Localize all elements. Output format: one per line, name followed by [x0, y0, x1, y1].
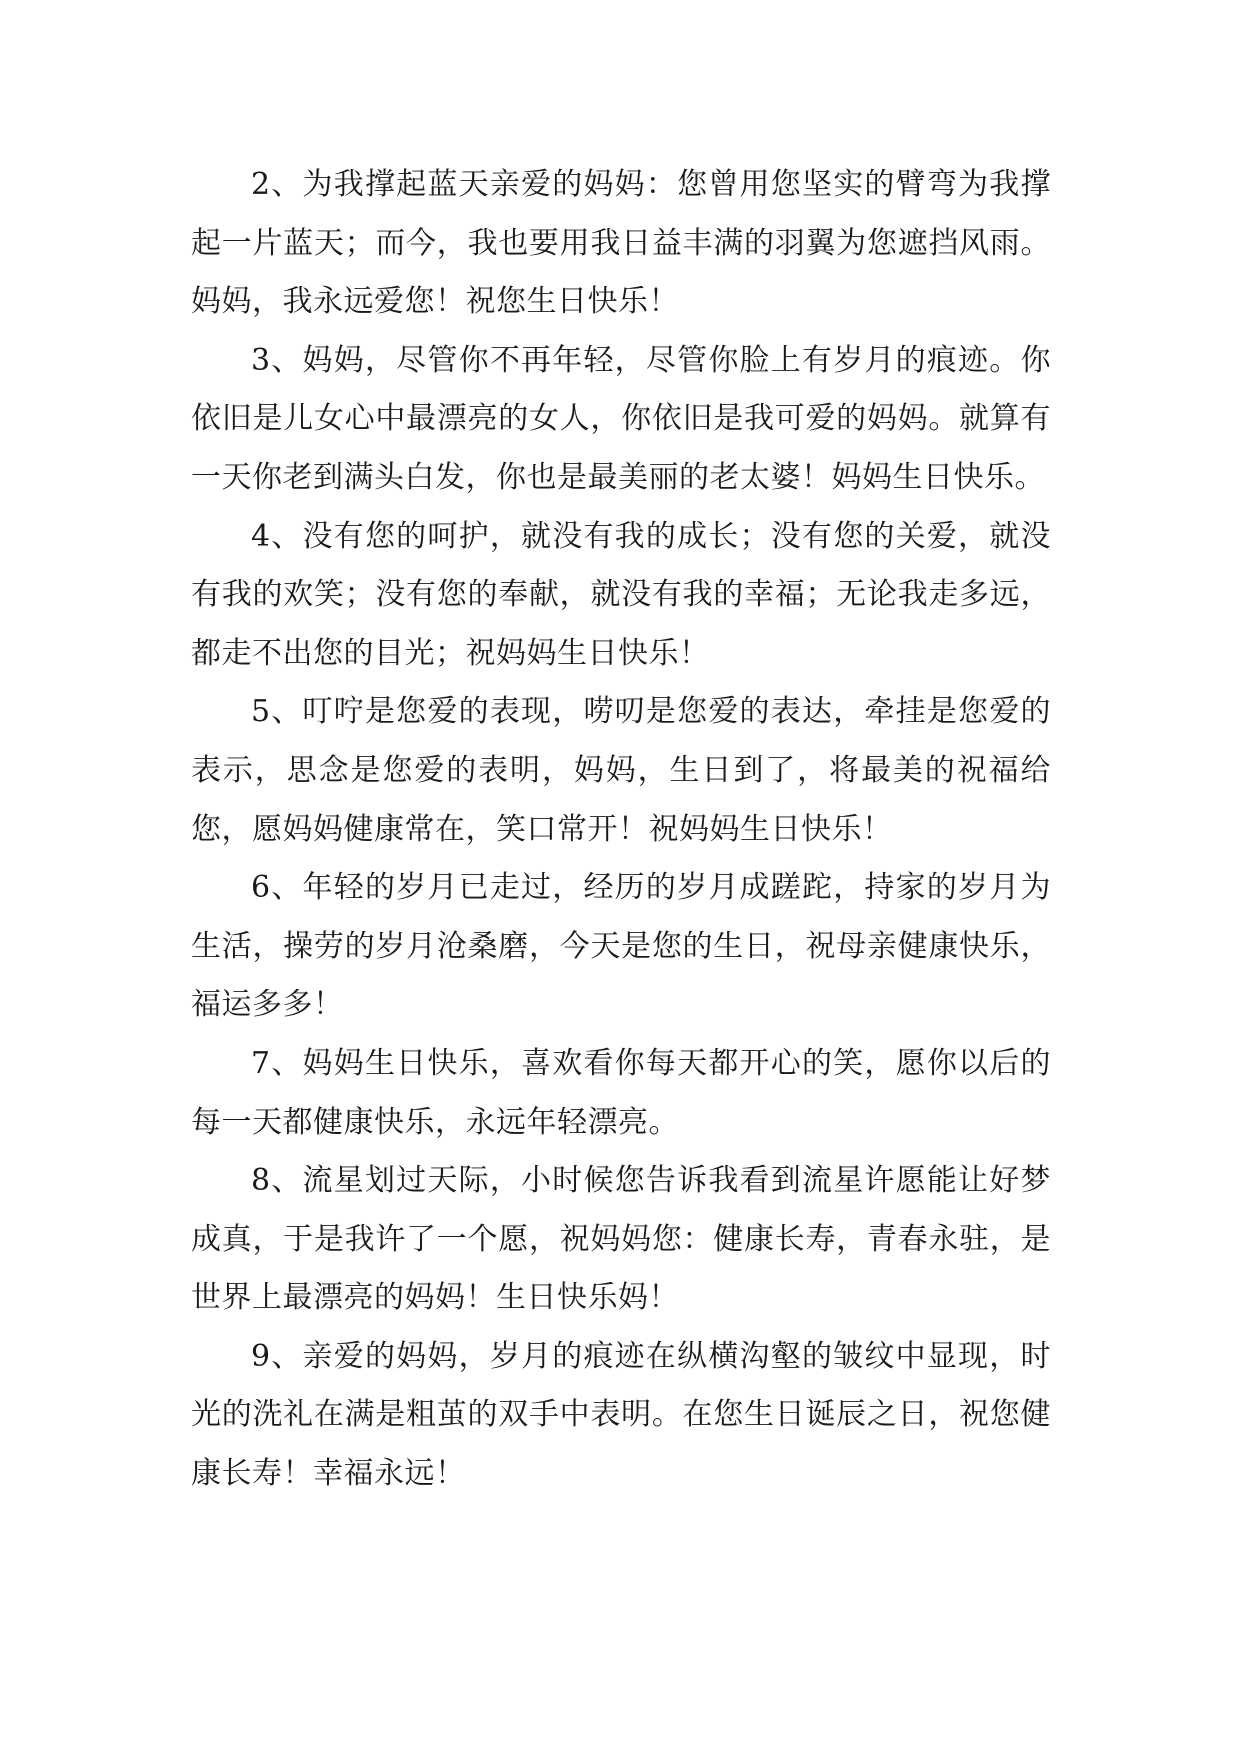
paragraph-5: 5、叮咛是您爱的表现，唠叨是您爱的表达，牵挂是您爱的表示，思念是您爱的表明，妈妈，生日到了，将最美的祝福给您，愿妈妈健康常在，笑口常开！祝妈妈生日快乐！ — [191, 694, 1051, 847]
paragraph-9: 9、亲爱的妈妈，岁月的痕迹在纵横沟壑的皱纹中显现，时光的洗礼在满是粗茧的双手中表明。在您生日诞辰之日，祝您健康长寿！幸福永远！ — [191, 1338, 1051, 1492]
paragraph-2: 2、为我撑起蓝天亲爱的妈妈：您曾用您坚实的臂弯为我撑起一片蓝天；而今，我也要用我日益丰满的羽翼为您遮挡风雨。妈妈，我永远爱您！祝您生日快乐！ — [191, 167, 1051, 320]
paragraph-8: 8、流星划过天际，小时候您告诉我看到流星许愿能让好梦成真，于是我许了一个愿，祝妈妈您：健康长寿，青春永驻，是世界上最漂亮的妈妈！生日快乐妈！ — [191, 1163, 1051, 1316]
paragraph-3: 3、妈妈，尽管你不再年轻，尽管你脸上有岁月的痕迹。你依旧是儿女心中最漂亮的女人，你依旧是我可爱的妈妈。就算有一天你老到满头白发，你也是最美丽的老太婆！妈妈生日快乐。 — [191, 342, 1051, 495]
document-body — [191, 156, 1051, 1504]
paragraph-4: 4、没有您的呵护，就没有我的成长；没有您的关爱，就没有我的欢笑；没有您的奉献，就没有我的幸福；无论我走多远，都走不出您的目光；祝妈妈生日快乐！ — [191, 518, 1051, 671]
paragraph-7: 7、妈妈生日快乐，喜欢看你每天都开心的笑，愿你以后的每一天都健康快乐，永远年轻漂亮。 — [191, 1045, 1051, 1140]
paragraph-6: 6、年轻的岁月已走过，经历的岁月成蹉跎，持家的岁月为生活，操劳的岁月沧桑磨，今天是您的生日，祝母亲健康快乐，福运多多！ — [191, 870, 1051, 1023]
